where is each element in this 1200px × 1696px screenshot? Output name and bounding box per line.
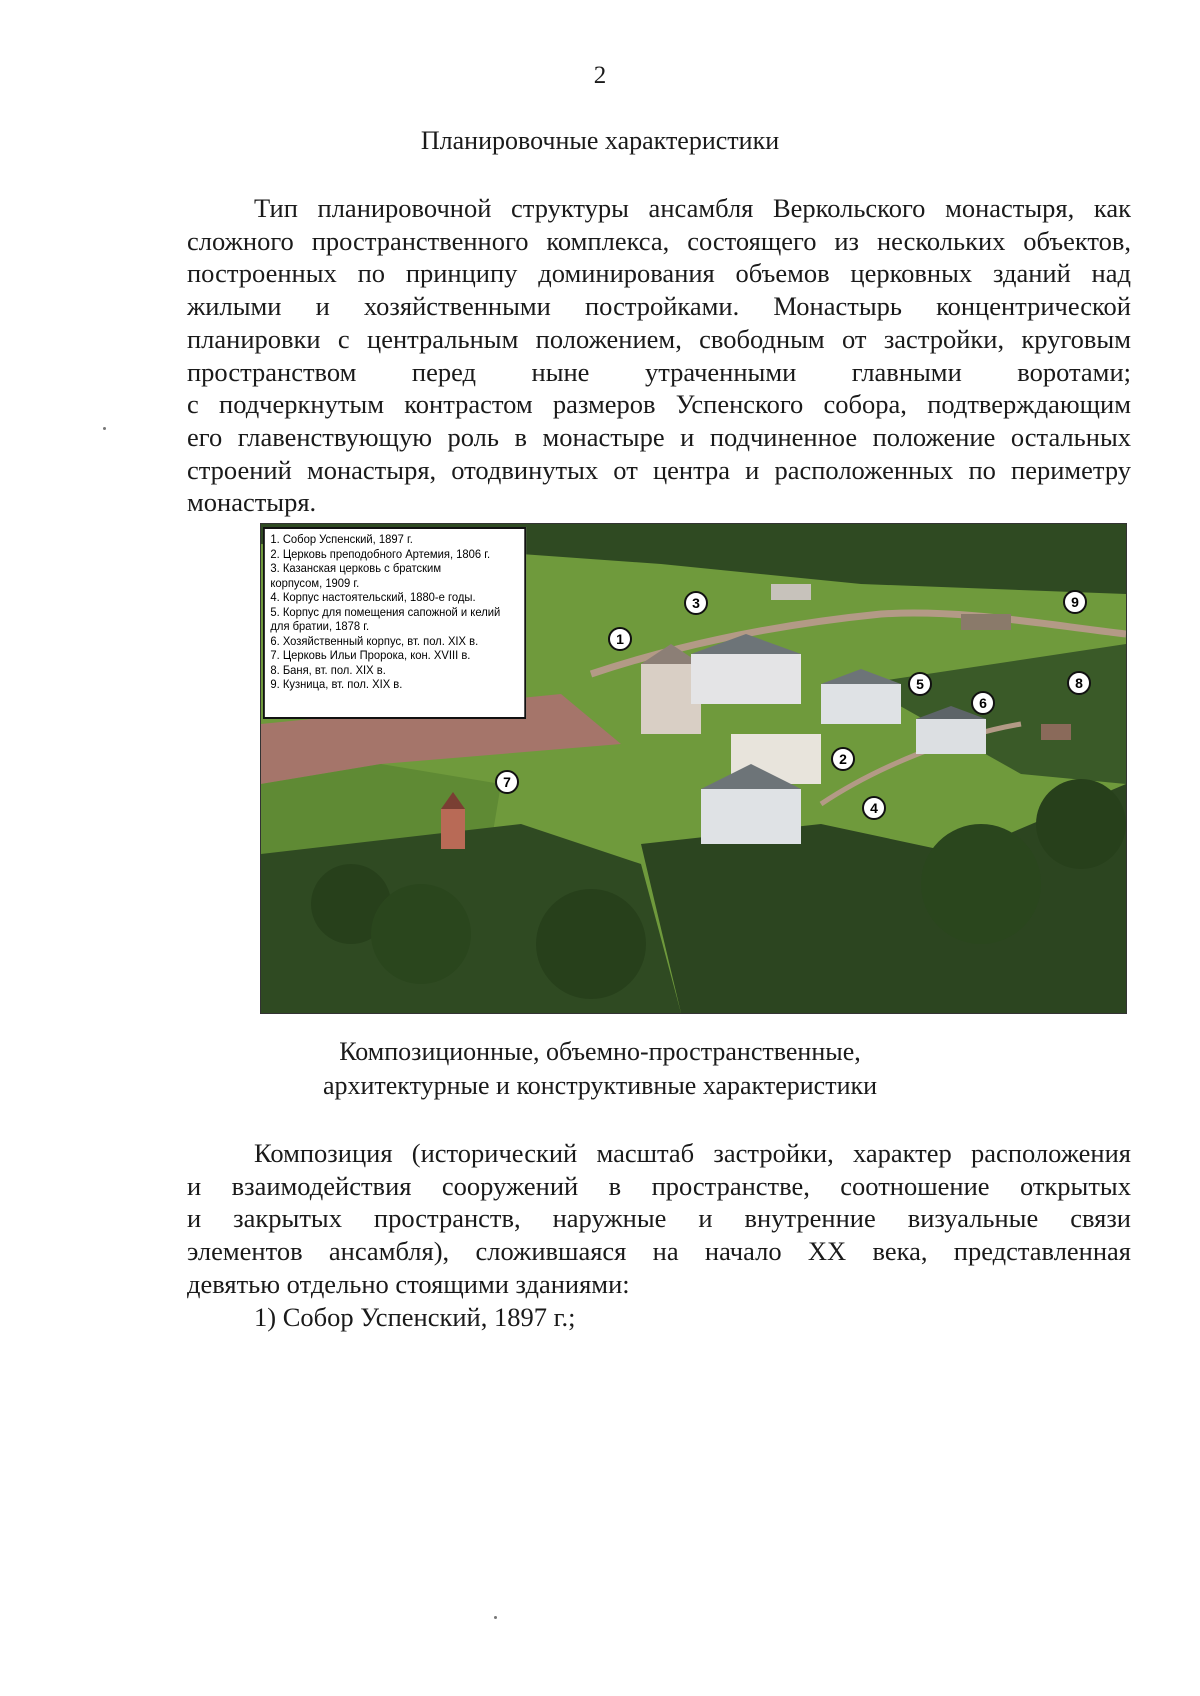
heading-line: архитектурные и конструктивные характеристики [322, 1071, 878, 1100]
legend-item: 1. Собор Успенский, 1897 г. [270, 532, 413, 546]
photo-marker-7: 7 [495, 770, 519, 794]
paragraph-line: сложного пространственного комплекса, состоящего из нескольких объектов, [187, 225, 1131, 256]
section-heading-planning: Планировочные характеристики [420, 126, 780, 155]
scan-speck [103, 427, 106, 430]
paragraph-line: пространством перед ныне утраченными главными воротами; [187, 356, 1131, 387]
photo-marker-6: 6 [971, 691, 995, 715]
legend-item: для братии, 1878 г. [270, 619, 370, 633]
paragraph-line: его главенствующую роль в монастыре и подчиненное положение остальных [187, 421, 1131, 452]
legend-item: 5. Корпус для помещения сапожной и келий [270, 604, 501, 619]
list-item: 1) Собор Успенский, 1897 г.; [254, 1302, 576, 1332]
legend-item: 6. Хозяйственный корпус, вт. пол. XIX в. [270, 633, 479, 648]
legend-item: 9. Кузница, вт. пол. XIX в. [270, 677, 403, 691]
paragraph-line: Композиция (исторический масштаб застройки, характер расположения [254, 1138, 1131, 1168]
legend-item: 4. Корпус настоятельский, 1880-е годы. [270, 590, 476, 604]
paragraph-line: элементов ансамбля), сложившаяся на начало XX века, представленная [187, 1236, 1131, 1267]
photo-marker-1: 1 [608, 627, 632, 651]
photo-marker-9: 9 [1063, 590, 1087, 614]
photo-marker-4: 4 [862, 796, 886, 820]
paragraph-line: девятью отдельно стоящими зданиями: [187, 1268, 630, 1299]
paragraph-planning [187, 192, 1131, 519]
paragraph-line: и взаимодействия сооружений в пространстве, соотношение открытых [187, 1170, 1131, 1201]
page-number: 2 [593, 62, 607, 89]
paragraph-composition [187, 1137, 1131, 1301]
section-heading-composition [0, 1035, 1200, 1103]
legend-item: корпусом, 1909 г. [270, 575, 360, 590]
paragraph-line: Тип планировочной структуры ансамбля Веркольского монастыря, как [254, 193, 1131, 223]
paragraph-line: монастыря. [187, 487, 317, 518]
photo-marker-8: 8 [1067, 671, 1091, 695]
photo-legend [263, 527, 526, 719]
legend-item: 3. Казанская церковь с братским [270, 561, 442, 575]
paragraph-line: с подчеркнутым контрастом размеров Успенского собора, подтверждающим [187, 389, 1131, 420]
heading-line: Композиционные, объемно-пространственные, [339, 1037, 861, 1066]
paragraph-line: планировки с центральным положением, свободным от застройки, круговым [187, 323, 1131, 354]
paragraph-line: строений монастыря, отодвинутых от центра и расположенных по периметру [187, 454, 1131, 485]
paragraph-line: жилыми и хозяйственными постройками. Монастырь концентрической [187, 291, 1131, 322]
paragraph-line: построенных по принципу доминирования объемов церковных зданий над [187, 258, 1131, 289]
photo-marker-3: 3 [684, 591, 708, 615]
photo-marker-5: 5 [908, 672, 932, 696]
scan-speck [494, 1616, 497, 1619]
paragraph-line: и закрытых пространств, наружные и внутренние визуальные связи [187, 1203, 1131, 1234]
legend-item: 7. Церковь Ильи Пророка, кон. XVIII в. [270, 648, 471, 662]
legend-item: 2. Церковь преподобного Артемия, 1806 г. [270, 546, 491, 561]
photo-marker-2: 2 [831, 747, 855, 771]
legend-item: 8. Баня, вт. пол. XIX в. [270, 662, 386, 677]
